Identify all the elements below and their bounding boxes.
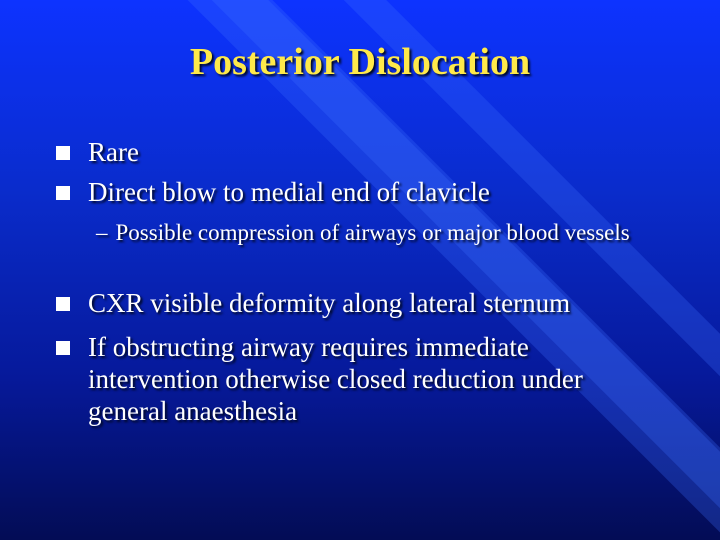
bullet-item xyxy=(56,331,628,427)
square-bullet-icon xyxy=(56,341,70,355)
square-bullet-icon xyxy=(56,297,70,311)
bullet-item xyxy=(56,176,668,208)
square-bullet-icon xyxy=(56,146,70,160)
sub-bullet-item xyxy=(96,220,676,246)
square-bullet-icon xyxy=(56,186,70,200)
bullet-text: If obstructing airway requires immediate intervention otherwise closed reduction under general anaesthesia xyxy=(88,332,583,426)
bullet-text: Rare xyxy=(88,137,139,167)
bullet-text: Direct blow to medial end of clavicle xyxy=(88,177,490,207)
dash-bullet-marker: – xyxy=(96,220,108,245)
bullet-item xyxy=(56,287,668,319)
slide-title: Posterior Dislocation xyxy=(189,41,531,83)
bullet-text: CXR visible deformity along lateral sternum xyxy=(88,288,571,318)
sub-bullet-text: Possible compression of airways or major blood vessels xyxy=(115,220,630,245)
bullet-item xyxy=(56,136,668,168)
